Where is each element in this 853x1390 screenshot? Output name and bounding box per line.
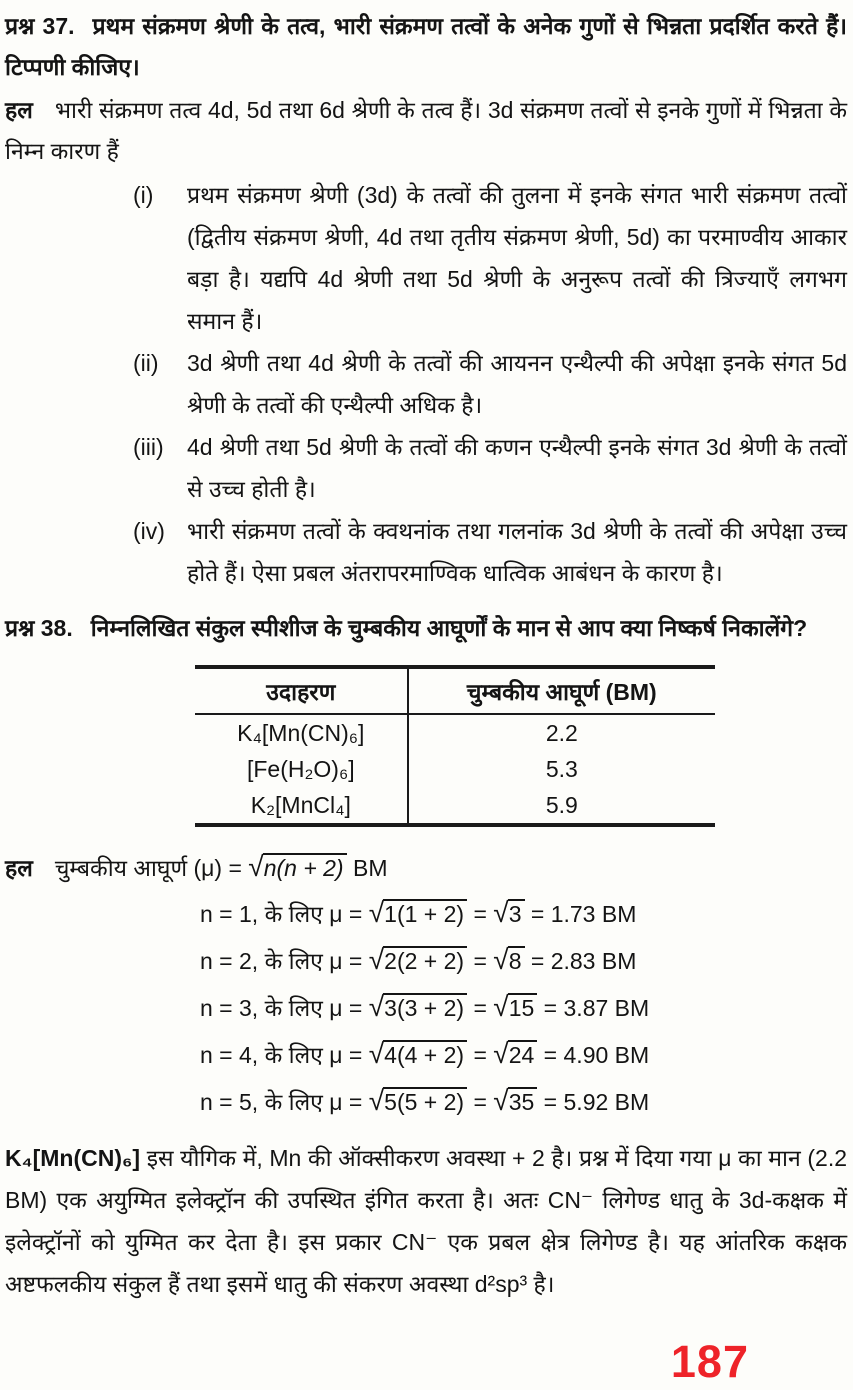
table-header-row <box>195 667 715 714</box>
sqrt-expression <box>493 1038 537 1069</box>
radical-sign-icon: √ <box>368 1038 384 1069</box>
question-37 <box>5 6 847 88</box>
equals-sign: = <box>467 1089 494 1115</box>
example-cell: K₄[Mn(CN)₆] <box>237 719 365 746</box>
radicand: 24 <box>508 1040 538 1068</box>
radicand: 3 <box>508 899 525 927</box>
question-37-label: प्रश्न 37. <box>5 13 75 39</box>
solution-38-conclusion <box>5 1137 847 1305</box>
formula-lhs: n = 1, के लिए μ = <box>200 901 369 927</box>
magnetic-moment-table <box>195 665 715 827</box>
solution-37-text: भारी संक्रमण तत्व 4d, 5d तथा 6d श्रेणी के तत्व हैं। 3d संक्रमण तत्वों से इनके गुणों में भिन्नता के निम्न कारण हैं <box>5 97 847 164</box>
list-item-text: 3d श्रेणी तथा 4d श्रेणी के तत्वों की आयनन एन्थैल्पी की अपेक्षा इनके संगत 5d श्रेणी के तत्वों की एन्थैल्पी अधिक है। <box>187 350 847 418</box>
radical-sign-icon: √ <box>368 991 384 1022</box>
radicand: 3(3 + 2) <box>383 993 467 1021</box>
conclusion-text: इस यौगिक में, Mn की ऑक्सीकरण अवस्था + 2 है। प्रश्न में दिया गया μ का मान (2.2 BM) एक अयुग्मित इलेक्ट्रॉन की उपस्थित इंगित करता है। अतः CN⁻ लिगेण्ड धातु के 3d-कक्षक में इलेक्ट्रॉनों को युग्मित कर देता है। इस प्रकार CN⁻ एक प्रबल क्षेत्र लिगेण्ड है। यह आंतरिक कक्षक अष्टफलकीय संकुल हैं तथा इसमें धातु की संकरण अवस्था d²sp³ है। <box>5 1145 847 1297</box>
table-row <box>195 751 715 787</box>
radicand: 15 <box>508 993 538 1021</box>
question-38-text: निम्नलिखित संकुल स्पीशीज के चुम्बकीय आघूर्णों के मान से आप क्या निष्कर्ष निकालेंगे? <box>90 615 808 641</box>
radical-sign-icon: √ <box>368 1085 384 1116</box>
question-38 <box>5 608 847 649</box>
list-item-marker: (ii) <box>133 350 159 376</box>
equals-sign: = <box>467 948 494 974</box>
sqrt-expression <box>493 944 524 975</box>
moment-cell: 5.9 <box>408 787 715 825</box>
mu-calculation-line <box>200 1078 847 1125</box>
formula-result: = 2.83 BM <box>524 948 637 974</box>
question-38-label: प्रश्न 38. <box>5 615 73 641</box>
radicand: 2(2 + 2) <box>383 946 467 974</box>
radicand: 8 <box>508 946 525 974</box>
list-item <box>5 426 847 510</box>
list-item <box>5 510 847 594</box>
radical-sign-icon: √ <box>493 991 508 1022</box>
compound-formula: K₄[Mn(CN)₆] <box>5 1145 141 1171</box>
sqrt-expression <box>493 1085 537 1116</box>
formula-lhs: n = 2, के लिए μ = <box>200 948 369 974</box>
radical-sign-icon: √ <box>493 1038 508 1069</box>
equals-sign: = <box>467 1042 494 1068</box>
table-row <box>195 787 715 825</box>
radical-sign-icon: √ <box>493 944 508 975</box>
example-cell: [Fe(H₂O)₆] <box>246 755 355 782</box>
formula-lhs: n = 3, के लिए μ = <box>200 995 369 1021</box>
equals-sign: = <box>467 901 494 927</box>
list-item-text: 4d श्रेणी तथा 5d श्रेणी के तत्वों की कणन एन्थैल्पी इनके संगत 3d श्रेणी के तत्वों से उच्च होती है। <box>187 434 847 502</box>
mu-calculation-line <box>200 1031 847 1078</box>
list-item-text: प्रथम संक्रमण श्रेणी (3d) के तत्वों की तुलना में इनके संगत भारी संक्रमण तत्वों (द्वितीय संक्रमण श्रेणी, 4d तथा तृतीय संक्रमण श्रेणी, 5d) का परमाण्वीय आकार बड़ा है। यद्यपि 4d श्रेणी तथा 5d श्रेणी के अनुरूप तत्वों की त्रिज्याएँ लगभग समान हैं। <box>187 182 848 334</box>
moment-cell: 2.2 <box>408 714 715 751</box>
radicand: n(n + 2) <box>263 853 347 881</box>
formula-result: = 4.90 BM <box>537 1042 650 1068</box>
list-item <box>5 174 847 342</box>
table-row <box>195 714 715 751</box>
solution-37-intro <box>5 90 847 172</box>
page-number: 187 <box>670 1336 749 1387</box>
solution-37-label: हल <box>5 97 33 123</box>
sqrt-expression <box>368 991 467 1022</box>
solution-37-reasons <box>5 174 847 594</box>
question-37-text: प्रथम संक्रमण श्रेणी के तत्व, भारी संक्रमण तत्वों के अनेक गुणों से भिन्नता प्रदर्शित करते हैं। टिप्पणी कीजिए। <box>5 13 848 80</box>
equals-sign: = <box>467 995 494 1021</box>
sqrt-expression <box>248 851 346 882</box>
radical-sign-icon: √ <box>248 851 263 882</box>
radical-sign-icon: √ <box>368 897 384 928</box>
mu-calculation-line <box>200 984 847 1031</box>
list-item-marker: (iv) <box>133 518 165 544</box>
formula-lhs: n = 4, के लिए μ = <box>200 1042 369 1068</box>
sqrt-expression <box>368 1085 467 1116</box>
sqrt-expression <box>493 991 537 1022</box>
radical-sign-icon: √ <box>493 897 508 928</box>
mu-formula-suffix: BM <box>346 855 388 881</box>
list-item <box>5 342 847 426</box>
solution-38-label: हल <box>5 855 33 881</box>
radicand: 1(1 + 2) <box>383 899 467 927</box>
list-item-marker: (i) <box>133 182 154 208</box>
mu-calculation-line <box>200 937 847 984</box>
list-item-marker: (iii) <box>133 434 164 460</box>
list-item-text: भारी संक्रमण तत्वों के क्वथनांक तथा गलनांक 3d श्रेणी के तत्वों की अपेक्षा उच्च होते हैं। ऐसा प्रबल अंतरापरमाण्विक धात्विक आबंधन के कारण है। <box>187 518 847 586</box>
example-cell: K₂[MnCl₄] <box>250 791 351 818</box>
moment-cell: 5.3 <box>408 751 715 787</box>
radicand: 35 <box>508 1087 538 1115</box>
radical-sign-icon: √ <box>368 944 384 975</box>
mu-calculation-line <box>200 890 847 937</box>
solution-38-intro <box>5 845 847 890</box>
table-header-moment: चुम्बकीय आघूर्ण (BM) <box>408 667 715 714</box>
formula-lhs: n = 5, के लिए μ = <box>200 1089 369 1115</box>
sqrt-expression <box>493 897 524 928</box>
sqrt-expression <box>368 1038 467 1069</box>
radical-sign-icon: √ <box>493 1085 508 1116</box>
radicand: 4(4 + 2) <box>383 1040 467 1068</box>
sqrt-expression <box>368 944 467 975</box>
table-header-example: उदाहरण <box>195 667 408 714</box>
sqrt-expression <box>368 897 467 928</box>
formula-result: = 1.73 BM <box>524 901 637 927</box>
formula-result: = 5.92 BM <box>537 1089 650 1115</box>
formula-result: = 3.87 BM <box>537 995 650 1021</box>
mu-formula-prefix: चुम्बकीय आघूर्ण (μ) = <box>54 855 249 881</box>
radicand: 5(5 + 2) <box>383 1087 467 1115</box>
